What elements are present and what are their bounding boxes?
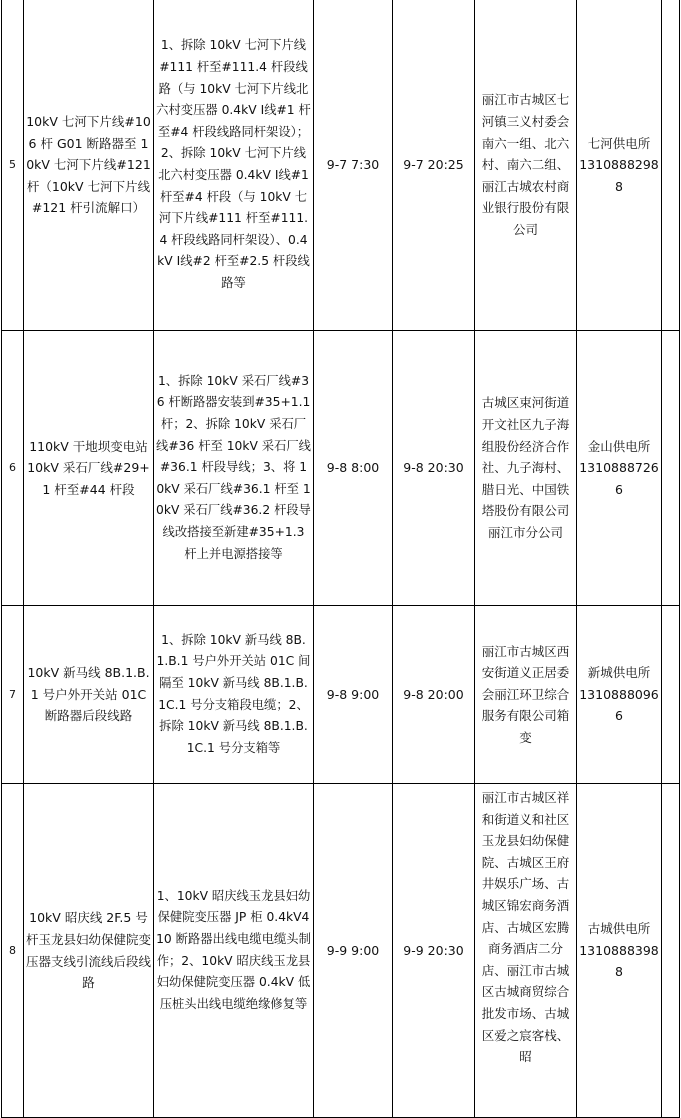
row-number: 5 — [2, 0, 24, 331]
work-content: 1、10kV 昭庆线玉龙县妇幼保健院变压器 JP 柜 0.4kV410 断路器出线电缆电缆头制作；2、10kV 昭庆线玉龙县妇幼保健院变压器 0.4kV 低压桩头出线电缆绝缘修复等 — [154, 784, 314, 1118]
unit-contact — [577, 606, 662, 784]
end-time: 9-8 20:00 — [393, 606, 475, 784]
affected-scope: 丽江市古城区七河镇三义村委会南六一组、北六村、南六二组、丽江古城农村商业银行股份有限公司 — [475, 0, 577, 331]
work-content: 1、拆除 10kV 七河下片线#111 杆至#111.4 杆段线路（与 10kV 七河下片线北六村变压器 0.4kV Ⅰ线#1 杆至#4 杆段线路同杆架设）；2、拆除 10kV 七河下片线北六村变压器 0.4kV Ⅰ线#1 杆至#4 杆段（与 10kV 七河下片线#111 杆至#111.4 杆段线路同杆架设）、0.4kV Ⅰ线#2 杆至#2.5 杆段线路等 — [154, 0, 314, 331]
empty-cell — [662, 331, 680, 606]
end-time: 9-8 20:30 — [393, 331, 475, 606]
row-number: 7 — [2, 606, 24, 784]
unit-name: 七河供电所 — [587, 135, 651, 151]
empty-cell — [662, 784, 680, 1118]
end-time: 9-7 20:25 — [393, 0, 475, 331]
row-number: 8 — [2, 784, 24, 1118]
affected-scope: 古城区束河街道开文社区九子海组股份经济合作社、九子海村、腊日光、中国铁塔股份有限公司丽江市分公司 — [475, 331, 577, 606]
row-number: 6 — [2, 331, 24, 606]
phone-number: 13108880966 — [579, 686, 659, 724]
outage-line: 110kV 干地坝变电站 10kV 采石厂线#29+1 杆至#44 杆段 — [24, 331, 154, 606]
work-content: 1、拆除 10kV 新马线 8B.1.B.1 号户外开关站 01C 间隔至 10kV 新马线 8B.1.B.1C.1 号分支箱段电缆；2、拆除 10kV 新马线 8B.1.B.1C.1 号分支箱等 — [154, 606, 314, 784]
unit-name: 古城供电所 — [587, 921, 651, 937]
table-row — [2, 0, 680, 331]
unit-contact — [577, 784, 662, 1118]
empty-cell — [662, 0, 680, 331]
phone-number: 13108882988 — [579, 157, 659, 194]
table-row — [2, 606, 680, 784]
start-time: 9-9 9:00 — [314, 784, 393, 1118]
outage-schedule-table — [1, 0, 680, 1118]
end-time: 9-9 20:30 — [393, 784, 475, 1118]
affected-scope: 丽江市古城区西安街道义正居委会丽江环卫综合服务有限公司箱变 — [475, 606, 577, 784]
outage-line: 10kV 新马线 8B.1.B.1 号户外开关站 01C 断路器后段线路 — [24, 606, 154, 784]
unit-contact — [577, 331, 662, 606]
start-time: 9-7 7:30 — [314, 0, 393, 331]
work-content: 1、拆除 10kV 采石厂线#36 杆断路器安装到#35+1.1 杆；2、拆除 10kV 采石厂线#36 杆至 10kV 采石厂线#36.1 杆段导线；3、将 10kV 采石厂线#36.1 杆至 10kV 采石厂线#36.2 杆段导线改搭接至新建#35+1.3 杆上并电源搭接等 — [154, 331, 314, 606]
phone-number: 13108883988 — [579, 942, 659, 980]
affected-scope: 丽江市古城区祥和街道义和社区玉龙县妇幼保健院、古城区王府井娱乐广场、古城区锦宏商务酒店、古城区宏腾商务酒店二分店、丽江市古城区古城商贸综合批发市场、古城区爱之宸客栈、昭 — [475, 784, 577, 1118]
outage-line: 10kV 昭庆线 2F.5 号杆玉龙县妇幼保健院变压器支线引流线后段线路 — [24, 784, 154, 1118]
unit-name: 新城供电所 — [587, 665, 651, 681]
outage-line: 10kV 七河下片线#106 杆 G01 断路器至 10kV 七河下片线#121 杆（10kV 七河下片线#121 杆引流解口） — [24, 0, 154, 331]
start-time: 9-8 8:00 — [314, 331, 393, 606]
phone-number: 13108887266 — [579, 460, 659, 497]
empty-cell — [662, 606, 680, 784]
table-row — [2, 331, 680, 606]
start-time: 9-8 9:00 — [314, 606, 393, 784]
table-row — [2, 784, 680, 1118]
unit-contact — [577, 0, 662, 331]
unit-name: 金山供电所 — [587, 438, 651, 454]
